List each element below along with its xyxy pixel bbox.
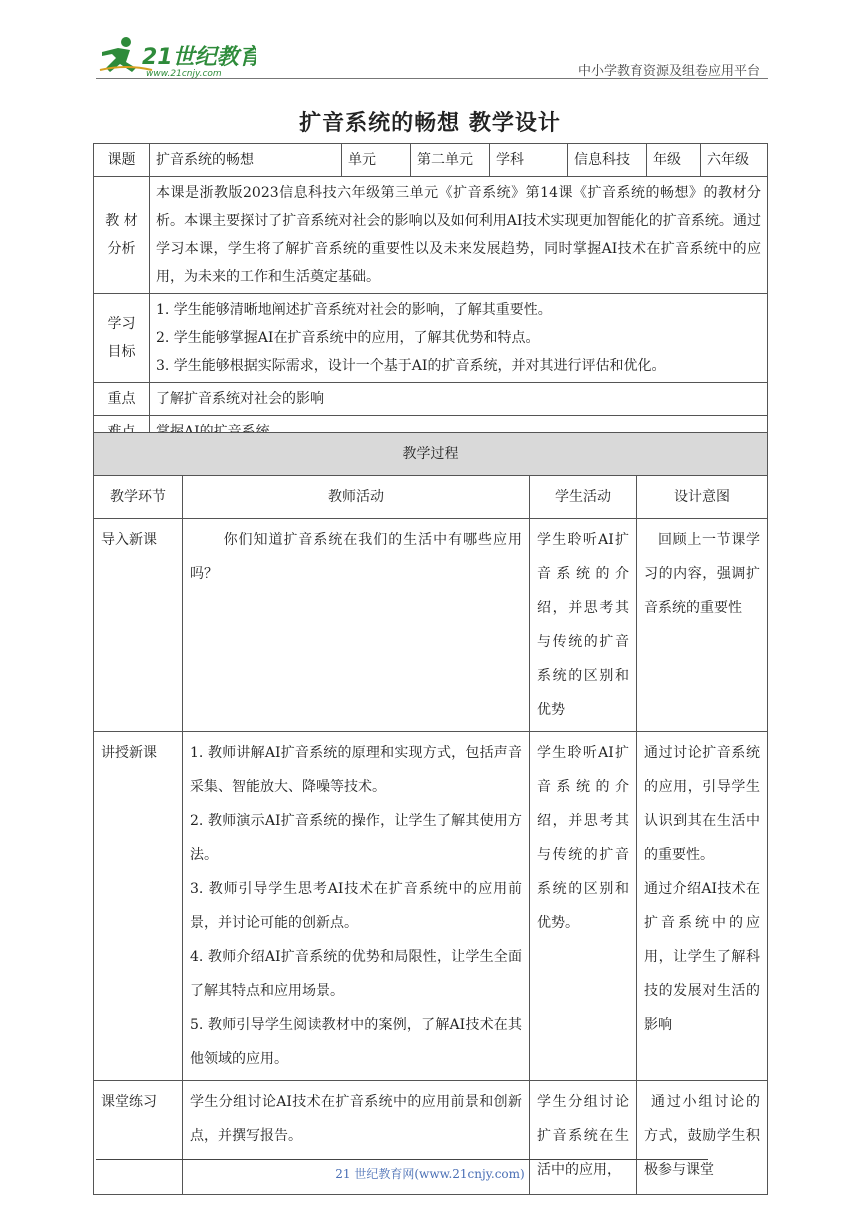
grade-label: 年级 [647,144,701,177]
page-header [96,34,768,80]
table-row [94,294,768,383]
teacher-activity-text: 学生分组讨论AI技术在扩音系统中的应用前景和创新点，并撰写报告。 [190,1094,522,1144]
goals-label-line: 学习 [107,316,136,332]
header-divider [96,78,768,79]
unit-label: 单元 [342,144,411,177]
design-intent-text: 通过讨论扩音系统的应用，引导学生认识到其在生活中的重要性。 [644,745,760,863]
teacher-activity [183,732,530,1081]
teacher-activity-item: 3. 教师引导学生思考AI技术在扩音系统中的应用前景，并讨论可能的创新点。 [190,881,522,931]
footer-divider [96,1159,708,1160]
column-header: 学生活动 [530,476,637,519]
brand-logo[interactable] [96,34,256,80]
teacher-activity [183,519,530,732]
column-header: 教学环节 [94,476,183,519]
goals-label [94,294,150,383]
stage-cell: 讲授新课 [94,732,183,1081]
analysis-text: 本课是浙教版2023信息科技六年级第三单元《扩音系统》第14课《扩音系统的畅想》的教材分析。本课主要探讨了扩音系统对社会的影响以及如何利用AI技术实现更加智能化的扩音系统。通过学习本课，学生将了解扩音系统的重要性以及未来发展趋势，同时掌握AI技术在扩音系统中的应用，为未来的工作和生活奠定基础。 [150,177,768,294]
table-row [94,177,768,294]
course-label: 课题 [94,144,150,177]
design-intent [637,519,768,732]
teaching-process-table [93,432,768,1195]
goals-list [150,294,768,383]
document-title: 扩音系统的畅想 教学设计 [299,111,561,136]
table-row [94,144,768,177]
unit-value: 第二单元 [411,144,490,177]
footer-link[interactable]: 21 世纪教育网(www.21cnjy.com) [335,1167,525,1181]
goal-item: 1. 学生能够清晰地阐述扩音系统对社会的影响，了解其重要性。 [156,302,552,318]
analysis-label-line: 教 材 [105,213,138,229]
stage-cell: 课堂练习 [94,1081,183,1195]
design-intent-text: 回顾上一节课学习的内容，强调扩音系统的重要性 [644,532,760,616]
section-title: 教学过程 [94,433,768,476]
grade-value: 六年级 [701,144,768,177]
course-value: 扩音系统的畅想 [150,144,342,177]
analysis-label-line: 分析 [107,241,136,257]
goals-label-line: 目标 [107,344,136,360]
column-header: 教师活动 [183,476,530,519]
table-row [94,383,768,416]
teacher-activity-item: 4. 教师介绍AI扩音系统的优势和局限性，让学生全面了解其特点和应用场景。 [190,949,522,999]
subject-label: 学科 [490,144,568,177]
runner-icon [96,34,256,80]
design-intent [637,732,768,1081]
analysis-label [94,177,150,294]
table-row [94,433,768,476]
goal-item: 2. 学生能够掌握AI在扩音系统中的应用，了解其优势和特点。 [156,330,540,346]
logo-text: 21世纪教育 [142,45,256,70]
design-intent-text: 通过介绍AI技术在扩音系统中的应用，让学生了解科技的发展对生活的影响 [644,881,760,1033]
goal-item: 3. 学生能够根据实际需求，设计一个基于AI的扩音系统，并对其进行评估和优化。 [156,358,666,374]
table-header-row [94,476,768,519]
teacher-activity-text: 你们知道扩音系统在我们的生活中有哪些应用吗？ [190,532,522,582]
platform-name: 中小学教育资源及组卷应用平台 [577,64,760,79]
logo-url: www.21cnjy.com [146,69,222,79]
student-activity: 学生聆听AI扩音系统的介绍，并思考其与传统的扩音系统的区别和优势 [530,519,637,732]
stage-cell: 导入新课 [94,519,183,732]
student-activity: 学生分组讨论扩音系统在生活中的应用， [530,1081,637,1195]
design-intent-text: 通过小组讨论的方式，鼓励学生积极参与课堂 [644,1094,760,1178]
key-value: 了解扩音系统对社会的影响 [150,383,768,416]
table-row [94,519,768,732]
table-row [94,732,768,1081]
teacher-activity-item: 5. 教师引导学生阅读教材中的案例，了解AI技术在其他领域的应用。 [190,1017,522,1067]
lesson-info-table [93,143,768,449]
subject-value: 信息科技 [568,144,647,177]
key-label: 重点 [94,383,150,416]
column-header: 设计意图 [637,476,768,519]
teacher-activity-item: 2. 教师演示AI扩音系统的操作，让学生了解其使用方法。 [190,813,522,863]
student-activity: 学生聆听AI扩音系统的介绍，并思考其与传统的扩音系统的区别和优势。 [530,732,637,1081]
teacher-activity-item: 1. 教师讲解AI扩音系统的原理和实现方式，包括声音采集、智能放大、降噪等技术。 [190,745,522,795]
